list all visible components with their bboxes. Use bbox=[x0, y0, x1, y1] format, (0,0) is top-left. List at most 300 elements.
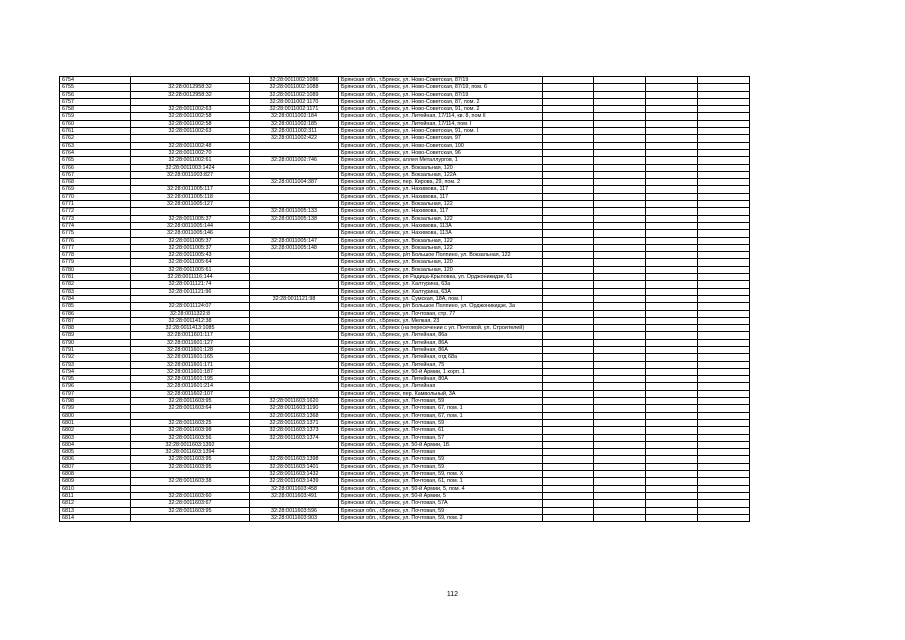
empty-cell bbox=[698, 383, 750, 390]
land-cadastral-number: 32:28:0011121:74 bbox=[131, 281, 250, 288]
table-row bbox=[60, 419, 750, 426]
building-cadastral-number bbox=[250, 441, 339, 448]
land-cadastral-number: 32:28:0011603:98 bbox=[131, 427, 250, 434]
empty-cell bbox=[594, 128, 646, 135]
empty-cell bbox=[543, 193, 594, 200]
empty-cell bbox=[543, 471, 594, 478]
empty-cell bbox=[543, 135, 594, 142]
row-number: 6775 bbox=[60, 230, 131, 237]
land-cadastral-number: 32:28:0011005:146 bbox=[131, 230, 250, 237]
row-number: 6790 bbox=[60, 339, 131, 346]
address: Брянская обл., г.Брянск, ул. Литейная, 17/114, кв. 8, пом II bbox=[339, 113, 543, 120]
row-number: 6776 bbox=[60, 237, 131, 244]
building-cadastral-number bbox=[250, 164, 339, 171]
building-cadastral-number: 32:28:0011005:148 bbox=[250, 244, 339, 251]
row-number: 6812 bbox=[60, 500, 131, 507]
row-number: 6762 bbox=[60, 135, 131, 142]
row-number: 6780 bbox=[60, 266, 131, 273]
land-cadastral-number: 32:28:0011413:1085 bbox=[131, 325, 250, 332]
row-number: 6800 bbox=[60, 412, 131, 419]
empty-cell bbox=[543, 419, 594, 426]
table-row bbox=[60, 222, 750, 229]
address: Брянская обл., г.Брянск, ул. Вокзальная, 120 bbox=[339, 259, 543, 266]
table-row bbox=[60, 113, 750, 120]
empty-cell bbox=[698, 215, 750, 222]
empty-cell bbox=[646, 201, 698, 208]
empty-cell bbox=[594, 208, 646, 215]
row-number: 6807 bbox=[60, 463, 131, 470]
row-number: 6754 bbox=[60, 77, 131, 84]
empty-cell bbox=[646, 325, 698, 332]
table-row bbox=[60, 244, 750, 251]
empty-cell bbox=[594, 171, 646, 178]
address: Брянская обл., г.Брянск, ул. Нахимова, 117 bbox=[339, 193, 543, 200]
empty-cell bbox=[646, 135, 698, 142]
table-row bbox=[60, 274, 750, 281]
empty-cell bbox=[698, 295, 750, 302]
empty-cell bbox=[594, 398, 646, 405]
address: Брянская обл., г.Брянск, ул. Почтовая, 59 bbox=[339, 456, 543, 463]
table-row bbox=[60, 463, 750, 470]
address: Брянская обл., г.Брянск, ул. Почтовая, 57 bbox=[339, 434, 543, 441]
empty-cell bbox=[698, 142, 750, 149]
empty-cell bbox=[594, 383, 646, 390]
empty-cell bbox=[646, 91, 698, 98]
empty-cell bbox=[698, 441, 750, 448]
row-number: 6768 bbox=[60, 179, 131, 186]
empty-cell bbox=[594, 149, 646, 156]
empty-cell bbox=[646, 471, 698, 478]
empty-cell bbox=[594, 84, 646, 91]
address: Брянская обл., г.Брянск, ул. Литейная, отд 68а bbox=[339, 354, 543, 361]
empty-cell bbox=[698, 354, 750, 361]
row-number: 6772 bbox=[60, 208, 131, 215]
empty-cell bbox=[594, 215, 646, 222]
empty-cell bbox=[698, 317, 750, 324]
empty-cell bbox=[698, 84, 750, 91]
empty-cell bbox=[646, 390, 698, 397]
empty-cell bbox=[646, 230, 698, 237]
table-row bbox=[60, 456, 750, 463]
empty-cell bbox=[543, 244, 594, 251]
table-row bbox=[60, 434, 750, 441]
row-number: 6757 bbox=[60, 98, 131, 105]
empty-cell bbox=[543, 463, 594, 470]
row-number: 6801 bbox=[60, 419, 131, 426]
table-row bbox=[60, 230, 750, 237]
table-row bbox=[60, 325, 750, 332]
table-row bbox=[60, 303, 750, 310]
empty-cell bbox=[543, 492, 594, 499]
building-cadastral-number bbox=[250, 325, 339, 332]
land-cadastral-number: 32:28:0011603:95 bbox=[131, 463, 250, 470]
empty-cell bbox=[543, 485, 594, 492]
row-number: 6770 bbox=[60, 193, 131, 200]
empty-cell bbox=[543, 98, 594, 105]
building-cadastral-number bbox=[250, 281, 339, 288]
empty-cell bbox=[594, 201, 646, 208]
land-cadastral-number: 32:28:0011005:64 bbox=[131, 259, 250, 266]
table-row bbox=[60, 339, 750, 346]
address: Брянская обл., г.Брянск, ул. Литейная, 86А bbox=[339, 346, 543, 353]
land-cadastral-number bbox=[131, 295, 250, 302]
row-number: 6779 bbox=[60, 259, 131, 266]
empty-cell bbox=[698, 346, 750, 353]
empty-cell bbox=[698, 500, 750, 507]
empty-cell bbox=[698, 368, 750, 375]
empty-cell bbox=[594, 230, 646, 237]
row-number: 6758 bbox=[60, 106, 131, 113]
empty-cell bbox=[646, 376, 698, 383]
address: Брянская обл., г.Брянск, ул. Вокзальная, 122 bbox=[339, 215, 543, 222]
address: Брянская обл., г.Брянск, ул. Почтовая bbox=[339, 449, 543, 456]
empty-cell bbox=[594, 361, 646, 368]
building-cadastral-number: 32:28:0011603:458 bbox=[250, 485, 339, 492]
empty-cell bbox=[646, 266, 698, 273]
table-row bbox=[60, 346, 750, 353]
building-cadastral-number: 32:28:0011603:1190 bbox=[250, 405, 339, 412]
empty-cell bbox=[646, 295, 698, 302]
land-cadastral-number: 32:28:0011005:127 bbox=[131, 201, 250, 208]
row-number: 6793 bbox=[60, 361, 131, 368]
land-cadastral-number: 32:28:0011603:60 bbox=[131, 492, 250, 499]
land-cadastral-number: 32:28:0011602:107 bbox=[131, 390, 250, 397]
empty-cell bbox=[698, 135, 750, 142]
empty-cell bbox=[543, 412, 594, 419]
row-number: 6813 bbox=[60, 507, 131, 514]
table-row bbox=[60, 500, 750, 507]
land-cadastral-number: 32:28:0011005:43 bbox=[131, 252, 250, 259]
address: Брянская обл., г.Брянск, ул. Литейная, 80А bbox=[339, 376, 543, 383]
empty-cell bbox=[543, 237, 594, 244]
empty-cell bbox=[543, 361, 594, 368]
building-cadastral-number: 32:28:0011603:903 bbox=[250, 514, 339, 521]
empty-cell bbox=[594, 354, 646, 361]
building-cadastral-number bbox=[250, 274, 339, 281]
land-cadastral-number: 32:28:0011124:07 bbox=[131, 303, 250, 310]
land-cadastral-number: 32:28:0011603:95 bbox=[131, 507, 250, 514]
empty-cell bbox=[543, 91, 594, 98]
land-cadastral-number: 32:28:0011002:58 bbox=[131, 113, 250, 120]
table-row bbox=[60, 142, 750, 149]
row-number: 6810 bbox=[60, 485, 131, 492]
empty-cell bbox=[594, 186, 646, 193]
table-row bbox=[60, 427, 750, 434]
building-cadastral-number: 32:28:0011603:1374 bbox=[250, 434, 339, 441]
address: Брянская обл., г.Брянск, ул. Ново-Советская, 87/19, пом. 6 bbox=[339, 84, 543, 91]
building-cadastral-number: 32:28:0011002:1089 bbox=[250, 91, 339, 98]
row-number: 6799 bbox=[60, 405, 131, 412]
empty-cell bbox=[698, 485, 750, 492]
empty-cell bbox=[698, 281, 750, 288]
empty-cell bbox=[594, 222, 646, 229]
land-cadastral-number: 32:28:0011005:37 bbox=[131, 237, 250, 244]
empty-cell bbox=[698, 252, 750, 259]
building-cadastral-number: 32:28:0011603:1439 bbox=[250, 478, 339, 485]
building-cadastral-number bbox=[250, 332, 339, 339]
row-number: 6809 bbox=[60, 478, 131, 485]
land-cadastral-number: 32:28:0011003:1424 bbox=[131, 164, 250, 171]
empty-cell bbox=[594, 368, 646, 375]
land-cadastral-number: 32:28:0011603:64 bbox=[131, 405, 250, 412]
land-cadastral-number bbox=[131, 135, 250, 142]
row-number: 6792 bbox=[60, 354, 131, 361]
land-cadastral-number: 32:28:0011005:61 bbox=[131, 266, 250, 273]
empty-cell bbox=[594, 390, 646, 397]
land-cadastral-number bbox=[131, 485, 250, 492]
empty-cell bbox=[594, 507, 646, 514]
row-number: 6756 bbox=[60, 91, 131, 98]
empty-cell bbox=[646, 157, 698, 164]
address: Брянская обл., г.Брянск, ул. Почтовая, 59, пом. X bbox=[339, 471, 543, 478]
land-cadastral-number bbox=[131, 77, 250, 84]
empty-cell bbox=[543, 201, 594, 208]
land-cadastral-number: 32:28:0011603:1392 bbox=[131, 441, 250, 448]
building-cadastral-number bbox=[250, 142, 339, 149]
land-cadastral-number: 32:28:0012958:32 bbox=[131, 84, 250, 91]
empty-cell bbox=[543, 222, 594, 229]
empty-cell bbox=[594, 193, 646, 200]
empty-cell bbox=[646, 354, 698, 361]
empty-cell bbox=[646, 303, 698, 310]
table-row bbox=[60, 237, 750, 244]
land-cadastral-number: 32:28:0011603:67 bbox=[131, 500, 250, 507]
table-row bbox=[60, 288, 750, 295]
row-number: 6795 bbox=[60, 376, 131, 383]
empty-cell bbox=[543, 252, 594, 259]
address: Брянская обл., г.Брянск, ул. Вокзальная, 122 bbox=[339, 237, 543, 244]
empty-cell bbox=[594, 346, 646, 353]
empty-cell bbox=[543, 208, 594, 215]
building-cadastral-number: 32:28:0011002:1170 bbox=[250, 98, 339, 105]
building-cadastral-number bbox=[250, 500, 339, 507]
address: Брянская обл., г.Брянск, пер. Кирова, 29, пом. 2 bbox=[339, 179, 543, 186]
empty-cell bbox=[698, 98, 750, 105]
building-cadastral-number bbox=[250, 390, 339, 397]
empty-cell bbox=[646, 113, 698, 120]
address: Брянская обл., г.Брянск, ул. Нахимова, 117 bbox=[339, 208, 543, 215]
empty-cell bbox=[646, 405, 698, 412]
empty-cell bbox=[698, 120, 750, 127]
empty-cell bbox=[543, 354, 594, 361]
empty-cell bbox=[543, 157, 594, 164]
land-cadastral-number: 32:28:0011003:827 bbox=[131, 171, 250, 178]
table-row bbox=[60, 398, 750, 405]
empty-cell bbox=[698, 208, 750, 215]
table-row bbox=[60, 128, 750, 135]
empty-cell bbox=[646, 485, 698, 492]
table-row bbox=[60, 157, 750, 164]
empty-cell bbox=[543, 368, 594, 375]
row-number: 6781 bbox=[60, 274, 131, 281]
empty-cell bbox=[646, 463, 698, 470]
empty-cell bbox=[594, 164, 646, 171]
empty-cell bbox=[543, 230, 594, 237]
empty-cell bbox=[543, 346, 594, 353]
empty-cell bbox=[646, 274, 698, 281]
empty-cell bbox=[646, 361, 698, 368]
empty-cell bbox=[646, 310, 698, 317]
land-cadastral-number: 32:28:0011005:37 bbox=[131, 244, 250, 251]
building-cadastral-number: 32:28:0011603:1371 bbox=[250, 419, 339, 426]
building-cadastral-number bbox=[250, 376, 339, 383]
empty-cell bbox=[698, 288, 750, 295]
empty-cell bbox=[543, 390, 594, 397]
address: Брянская обл., г.Брянск, ул. Ново-Советская, 87/19 bbox=[339, 77, 543, 84]
address: Брянская обл., г.Брянск, ул. Почтовая, 61 bbox=[339, 427, 543, 434]
empty-cell bbox=[698, 230, 750, 237]
row-number: 6774 bbox=[60, 222, 131, 229]
address: Брянская обл., г.Брянск, ул. Почтовая, 59 bbox=[339, 419, 543, 426]
table-row bbox=[60, 317, 750, 324]
table-row bbox=[60, 376, 750, 383]
empty-cell bbox=[594, 478, 646, 485]
empty-cell bbox=[543, 113, 594, 120]
empty-cell bbox=[646, 142, 698, 149]
row-number: 6771 bbox=[60, 201, 131, 208]
building-cadastral-number: 32:28:0011002:184 bbox=[250, 113, 339, 120]
address: Брянская обл., г.Брянск, ул. Литейная, 17/114, пом. I bbox=[339, 120, 543, 127]
empty-cell bbox=[594, 463, 646, 470]
address: Брянская обл., г.Брянск, ул. Почтовая, 59, пом. 2 bbox=[339, 514, 543, 521]
building-cadastral-number: 32:28:0011002:185 bbox=[250, 120, 339, 127]
address: Брянская обл., г.Брянск, ул. Ново-Советская, 96 bbox=[339, 149, 543, 156]
empty-cell bbox=[594, 449, 646, 456]
empty-cell bbox=[543, 288, 594, 295]
table-row bbox=[60, 281, 750, 288]
empty-cell bbox=[543, 514, 594, 521]
row-number: 6814 bbox=[60, 514, 131, 521]
table-row bbox=[60, 98, 750, 105]
land-cadastral-number bbox=[131, 208, 250, 215]
table-row bbox=[60, 91, 750, 98]
building-cadastral-number: 32:28:0011603:1620 bbox=[250, 398, 339, 405]
empty-cell bbox=[646, 507, 698, 514]
table-row bbox=[60, 186, 750, 193]
page-number: 112 bbox=[446, 591, 459, 598]
land-cadastral-number: 32:28:0011412:38 bbox=[131, 317, 250, 324]
land-cadastral-number: 32:28:0011601:117 bbox=[131, 332, 250, 339]
table-row bbox=[60, 383, 750, 390]
building-cadastral-number bbox=[250, 230, 339, 237]
empty-cell bbox=[698, 361, 750, 368]
building-cadastral-number bbox=[250, 252, 339, 259]
building-cadastral-number bbox=[250, 383, 339, 390]
table-row bbox=[60, 514, 750, 521]
address: Брянская обл., г.Брянск, ул. Почтовая, 57А bbox=[339, 500, 543, 507]
building-cadastral-number: 32:28:0011005:147 bbox=[250, 237, 339, 244]
empty-cell bbox=[646, 259, 698, 266]
empty-cell bbox=[646, 412, 698, 419]
empty-cell bbox=[646, 441, 698, 448]
address: Брянская обл., г.Брянск, ул. Халтурина, 63а bbox=[339, 281, 543, 288]
table-row bbox=[60, 179, 750, 186]
empty-cell bbox=[543, 106, 594, 113]
table-row bbox=[60, 492, 750, 499]
table-row bbox=[60, 354, 750, 361]
row-number: 6759 bbox=[60, 113, 131, 120]
empty-cell bbox=[698, 259, 750, 266]
empty-cell bbox=[646, 281, 698, 288]
empty-cell bbox=[543, 281, 594, 288]
address: Брянская обл., г.Брянск, ул. 50-й Армии, 5 bbox=[339, 492, 543, 499]
building-cadastral-number: 32:28:0011121:98 bbox=[250, 295, 339, 302]
address: Брянская обл., г.Брянск, пер. Камвольный, 3А bbox=[339, 390, 543, 397]
row-number: 6777 bbox=[60, 244, 131, 251]
empty-cell bbox=[646, 427, 698, 434]
empty-cell bbox=[646, 346, 698, 353]
empty-cell bbox=[698, 463, 750, 470]
empty-cell bbox=[646, 244, 698, 251]
row-number: 6785 bbox=[60, 303, 131, 310]
empty-cell bbox=[698, 449, 750, 456]
empty-cell bbox=[594, 419, 646, 426]
empty-cell bbox=[698, 514, 750, 521]
building-cadastral-number bbox=[250, 201, 339, 208]
empty-cell bbox=[698, 456, 750, 463]
address: Брянская обл., г.Брянск, ул. Нахимова, 113А bbox=[339, 230, 543, 237]
empty-cell bbox=[543, 434, 594, 441]
row-number: 6764 bbox=[60, 149, 131, 156]
empty-cell bbox=[698, 310, 750, 317]
land-cadastral-number: 32:28:0011603:95 bbox=[131, 398, 250, 405]
table-row bbox=[60, 412, 750, 419]
empty-cell bbox=[646, 120, 698, 127]
address: Брянская обл., г.Брянск (на пересечении с ул. Почтовой, ул. Строителей) bbox=[339, 325, 543, 332]
empty-cell bbox=[543, 317, 594, 324]
land-cadastral-number: 32:28:0011002:58 bbox=[131, 120, 250, 127]
address: Брянская обл., г.Брянск, ул. 50-й Армии, 1 корп. 1 bbox=[339, 368, 543, 375]
empty-cell bbox=[646, 164, 698, 171]
building-cadastral-number bbox=[250, 259, 339, 266]
row-number: 6805 bbox=[60, 449, 131, 456]
empty-cell bbox=[543, 128, 594, 135]
empty-cell bbox=[594, 317, 646, 324]
empty-cell bbox=[646, 332, 698, 339]
row-number: 6769 bbox=[60, 186, 131, 193]
empty-cell bbox=[698, 201, 750, 208]
land-cadastral-number bbox=[131, 179, 250, 186]
empty-cell bbox=[698, 303, 750, 310]
building-cadastral-number bbox=[250, 222, 339, 229]
empty-cell bbox=[543, 478, 594, 485]
empty-cell bbox=[594, 252, 646, 259]
empty-cell bbox=[646, 186, 698, 193]
land-cadastral-number: 32:28:0011601:187 bbox=[131, 368, 250, 375]
building-cadastral-number bbox=[250, 193, 339, 200]
building-cadastral-number: 32:28:0011603:1401 bbox=[250, 463, 339, 470]
empty-cell bbox=[543, 77, 594, 84]
empty-cell bbox=[698, 398, 750, 405]
table-row bbox=[60, 390, 750, 397]
empty-cell bbox=[698, 419, 750, 426]
building-cadastral-number: 32:28:0011603:596 bbox=[250, 507, 339, 514]
empty-cell bbox=[646, 288, 698, 295]
table-row bbox=[60, 149, 750, 156]
empty-cell bbox=[646, 449, 698, 456]
row-number: 6798 bbox=[60, 398, 131, 405]
table-row bbox=[60, 478, 750, 485]
empty-cell bbox=[543, 332, 594, 339]
land-cadastral-number: 32:28:0011601:128 bbox=[131, 346, 250, 353]
empty-cell bbox=[594, 434, 646, 441]
empty-cell bbox=[698, 157, 750, 164]
empty-cell bbox=[594, 303, 646, 310]
building-cadastral-number: 32:28:0011002:1088 bbox=[250, 84, 339, 91]
address: Брянская обл., г.Брянск, ул. Литейная bbox=[339, 383, 543, 390]
building-cadastral-number: 32:28:0011603:1368 bbox=[250, 412, 339, 419]
address: Брянская обл., г.Брянск, ул. Литейная, 75 bbox=[339, 361, 543, 368]
